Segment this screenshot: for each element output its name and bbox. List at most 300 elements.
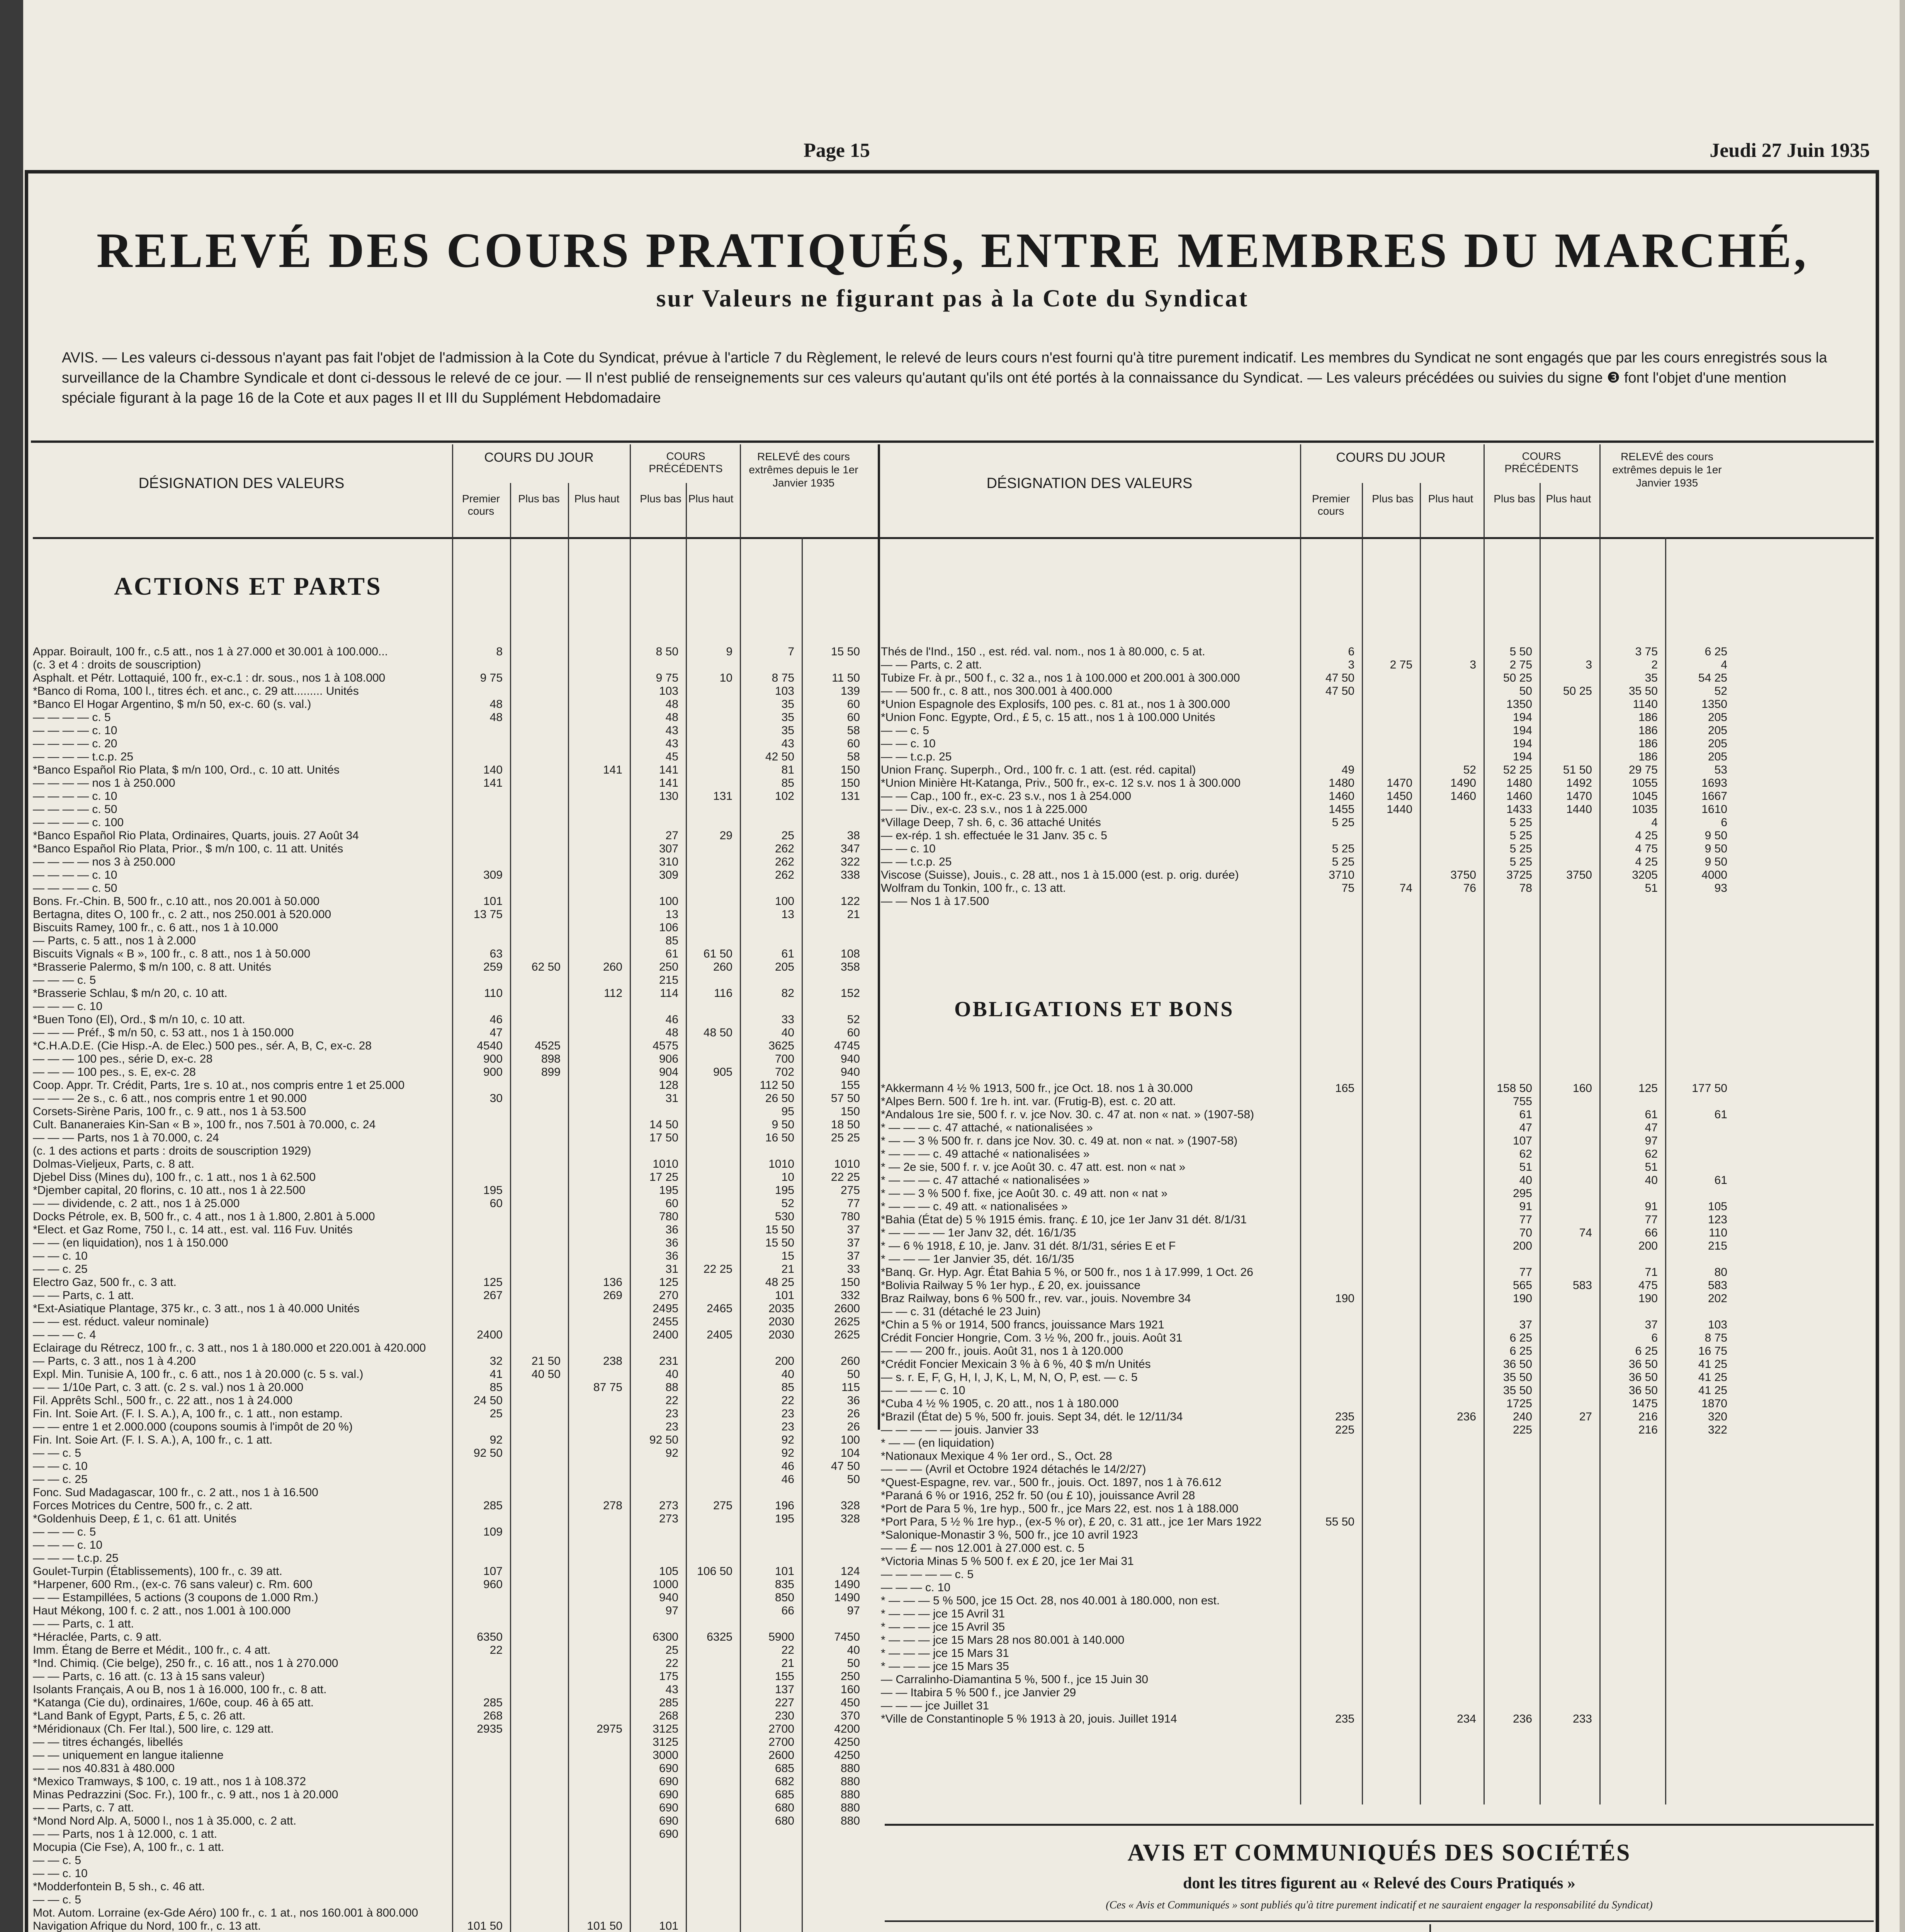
row-value: 62 50 <box>531 961 561 973</box>
avis-top-rule <box>885 1824 1874 1826</box>
row-value: 57 50 <box>831 1092 860 1105</box>
row-designation: — — — — c. 10 <box>33 869 117 881</box>
table-row <box>881 1647 1874 1660</box>
row-designation: — — c. 31 (détaché le 23 Juin) <box>881 1305 1041 1318</box>
row-value: 47 <box>1645 1121 1658 1134</box>
row-designation: — — £ — nos 12.001 à 27.000 est. c. 5 <box>881 1542 1084 1554</box>
row-value: 52 <box>847 1013 860 1026</box>
row-value: 37 <box>1645 1318 1658 1331</box>
row-value: 1470 <box>1387 777 1412 789</box>
row-designation: Haut Mékong, 100 f. c. 2 att., nos 1.001 à 100.000 <box>33 1604 291 1617</box>
row-value: 685 <box>775 1762 794 1775</box>
row-value: 4745 <box>834 1039 860 1052</box>
prec-bas-header: Plus bas <box>640 493 681 505</box>
table-row <box>881 1318 1874 1332</box>
row-value: 2455 <box>653 1315 678 1328</box>
row-value: 13 <box>665 908 678 921</box>
row-value: 50 <box>1519 685 1532 697</box>
row-designation: Eclairage du Rétrecz, 100 fr., c. 3 att., nos 1 à 180.000 et 220.001 à 420.000 <box>33 1342 426 1354</box>
row-value: 60 <box>489 1197 503 1210</box>
row-value: 61 <box>1714 1174 1727 1187</box>
table-row <box>33 1696 883 1709</box>
row-value: 275 <box>713 1499 732 1512</box>
row-value: 43 <box>781 737 794 750</box>
table-row <box>881 1082 1874 1095</box>
table-row <box>33 1906 883 1920</box>
row-designation: — — — c. 10 <box>33 1539 103 1551</box>
row-designation: Biscuits Ramey, 100 fr., c. 6 att., nos 1 à 10.000 <box>33 921 278 934</box>
row-value: 755 <box>1512 1095 1532 1108</box>
row-value: 35 50 <box>1503 1371 1532 1384</box>
row-value: 131 <box>713 790 732 803</box>
row-designation: — — Cap., 100 fr., ex-c. 23 s.v., nos 1 à 254.000 <box>881 790 1132 803</box>
row-value: 1350 <box>1506 698 1532 711</box>
row-value: 1460 <box>1506 790 1532 803</box>
row-value: 7 <box>788 645 794 658</box>
table-row <box>33 1223 883 1236</box>
row-value: 43 <box>665 1683 678 1696</box>
row-value: 36 <box>847 1394 860 1407</box>
row-value: 3125 <box>653 1723 678 1735</box>
row-value: 165 <box>1335 1082 1354 1095</box>
table-row <box>33 1486 883 1499</box>
row-designation: — Carralinho-Diamantina 5 %, 500 f., jce 15 Juin 30 <box>881 1673 1149 1686</box>
row-designation: *Banco Español Rio Plata, $ m/n 100, Ord., c. 10 att. Unités <box>33 764 340 776</box>
row-value: 6 25 <box>1704 645 1727 658</box>
table-row <box>881 1253 1874 1266</box>
table-row <box>33 974 883 987</box>
row-designation: — — — — c. 50 <box>33 882 117 895</box>
row-value: 15 50 <box>765 1223 794 1236</box>
row-value: 26 <box>847 1420 860 1433</box>
row-value: 2400 <box>477 1328 503 1341</box>
row-value: 322 <box>1708 1423 1727 1436</box>
row-value: 29 <box>719 829 732 842</box>
row-value: 7450 <box>834 1631 860 1643</box>
row-designation: (c. 1 des actions et parts : droits de souscription 1929) <box>33 1145 311 1157</box>
row-value: 1010 <box>653 1158 678 1170</box>
row-value: 16 75 <box>1698 1345 1727 1357</box>
designation-header: DÉSIGNATION DES VALEURS <box>138 475 345 492</box>
row-value: 13 75 <box>473 908 503 921</box>
right-column <box>881 444 1874 1932</box>
row-value: 310 <box>659 855 678 868</box>
row-designation: — — — c. 10 <box>33 1000 103 1013</box>
row-designation: — — c. 10 <box>881 737 936 750</box>
row-value: 205 <box>1708 737 1727 750</box>
table-row <box>33 1328 883 1342</box>
row-value: 16 50 <box>765 1131 794 1144</box>
row-value: 1035 <box>1632 803 1658 816</box>
avis-coupons-separator <box>1429 1924 1431 1932</box>
row-value: 9 50 <box>1704 842 1727 855</box>
row-value: 61 <box>1645 1108 1658 1121</box>
row-designation: Djebel Diss (Mines du), 100 fr., c. 1 att., nos 1 à 62.500 <box>33 1171 316 1184</box>
row-value: 93 <box>1714 882 1727 895</box>
row-designation: *Land Bank of Egypt, Parts, £ 5, c. 26 att. <box>33 1709 246 1722</box>
row-designation: Fin. Int. Soie Art. (F. I. S. A.), A, 100 fr., c. 1 att., non estamp. <box>33 1407 343 1420</box>
row-value: 50 <box>847 1368 860 1381</box>
row-value: 101 <box>483 895 503 908</box>
row-designation: *Union Espagnole des Explosifs, 100 pes. c. 81 at., nos 1 à 300.000 <box>881 698 1230 711</box>
row-designation: *Crédit Foncier Mexicain 3 % à 6 %, 40 $ m/n Unités <box>881 1358 1151 1371</box>
row-value: 682 <box>775 1775 794 1788</box>
table-row <box>33 1000 883 1013</box>
row-value: 702 <box>775 1066 794 1078</box>
row-value: 322 <box>840 855 860 868</box>
row-value: 141 <box>659 764 678 776</box>
row-value: 50 <box>847 1473 860 1486</box>
row-value: 260 <box>840 1355 860 1367</box>
row-value: 107 <box>483 1565 503 1578</box>
row-designation: *Banco El Hogar Argentino, $ m/n 50, ex-c. 60 (s. val.) <box>33 698 311 711</box>
row-designation: — s. r. E, F, G, H, I, J, K, L, M, N, O, P, est. — c. 5 <box>881 1371 1138 1384</box>
row-value: 250 <box>659 961 678 973</box>
row-value: 240 <box>1512 1410 1532 1423</box>
row-value: 216 <box>1638 1423 1658 1436</box>
row-designation: *Akkermann 4 ½ % 1913, 500 fr., jce Oct. 18. nos 1 à 30.000 <box>881 1082 1193 1095</box>
row-value: 155 <box>775 1670 794 1683</box>
row-designation: — — c. 25 <box>33 1263 88 1276</box>
row-value: 55 50 <box>1325 1515 1354 1528</box>
row-value: 475 <box>1638 1279 1658 1292</box>
row-value: 21 <box>781 1657 794 1670</box>
row-designation: *Salonique-Monastir 3 %, 500 fr., jce 10 avril 1923 <box>881 1529 1138 1541</box>
row-designation: — — c. 10 <box>33 1867 88 1880</box>
cours-prec-header-right: COURS PRÉCÉDENTS <box>1504 450 1579 474</box>
row-value: 58 <box>847 724 860 737</box>
row-value: 680 <box>775 1815 794 1827</box>
table-row <box>881 1174 1874 1187</box>
row-value: 77 <box>847 1197 860 1210</box>
row-value: 61 <box>781 947 794 960</box>
row-designation: * — — — — 1er Janv 32, dét. 16/1/35 <box>881 1226 1076 1239</box>
row-value: 21 <box>847 908 860 921</box>
row-designation: *Ind. Chimiq. (Cie belge), 250 fr., c. 16 att., nos 1 à 270.000 <box>33 1657 338 1670</box>
row-value: 103 <box>659 685 678 697</box>
row-value: 1433 <box>1506 803 1532 816</box>
table-row <box>881 1489 1874 1502</box>
row-designation: *Ville de Constantinople 5 % 1913 à 20, jouis. Juillet 1914 <box>881 1713 1177 1725</box>
row-value: 285 <box>659 1696 678 1709</box>
table-row <box>881 1345 1874 1358</box>
row-designation: *Union Fonc. Egypte, Ord., £ 5, c. 15 att., nos 1 à 100.000 Unités <box>881 711 1215 724</box>
row-value: 2400 <box>653 1328 678 1341</box>
row-designation: Union Franç. Superph., Ord., 100 fr. c. 1 att. (est. réd. capital) <box>881 764 1196 776</box>
row-value: 780 <box>840 1210 860 1223</box>
row-designation: Mocupia (Cie Fse), A, 100 fr., c. 1 att. <box>33 1841 224 1854</box>
table-row <box>33 803 883 816</box>
row-value: 205 <box>1708 724 1727 737</box>
table-row <box>33 1407 883 1420</box>
row-value: 1480 <box>1329 777 1354 789</box>
row-value: 190 <box>1512 1292 1532 1305</box>
row-value: 196 <box>775 1499 794 1512</box>
row-value: 51 <box>1519 1161 1532 1173</box>
row-designation: — — Parts, c. 16 att. (c. 13 à 15 sans valeur) <box>33 1670 265 1683</box>
row-value: 3125 <box>653 1736 678 1748</box>
row-designation: — — — 100 pes., série D, ex-c. 28 <box>33 1053 213 1065</box>
table-row <box>881 1686 1874 1699</box>
row-value: 3710 <box>1329 869 1354 881</box>
table-row <box>881 1134 1874 1148</box>
row-value: 1475 <box>1632 1397 1658 1410</box>
row-designation: — — c. 5 <box>881 724 930 737</box>
row-value: 62 <box>1645 1148 1658 1160</box>
row-value: 4540 <box>477 1039 503 1052</box>
row-value: 4000 <box>1701 869 1727 881</box>
table-row <box>881 1437 1874 1450</box>
row-value: 17 50 <box>649 1131 678 1144</box>
row-designation: *Port Para, 5 ½ % 1re hyp., (ex-5 % or), £ 20, c. 31 att., jce 1er Mars 1922 <box>881 1515 1262 1528</box>
row-value: 101 <box>659 1920 678 1932</box>
row-value: 46 <box>665 1013 678 1026</box>
table-row <box>33 829 883 842</box>
row-value: 267 <box>483 1289 503 1302</box>
row-designation: Docks Pétrole, ex. B, 500 fr., c. 4 att., nos 1 à 1.800, 2.801 à 5.000 <box>33 1210 375 1223</box>
row-value: 100 <box>775 895 794 908</box>
avis-title: AVIS ET COMMUNIQUÉS DES SOCIÉTÉS <box>1127 1840 1631 1866</box>
row-designation: *Banco Español Rio Plata, Ordinaires, Quarts, jouis. 27 Août 34 <box>33 829 359 842</box>
row-value: 31 <box>665 1263 678 1276</box>
row-value: 583 <box>1572 1279 1592 1292</box>
table-row <box>33 1013 883 1026</box>
table-row <box>881 895 1874 908</box>
row-value: 880 <box>840 1788 860 1801</box>
table-row <box>33 1775 883 1788</box>
row-value: 690 <box>659 1828 678 1840</box>
row-value: 102 <box>775 790 794 803</box>
table-row <box>881 1450 1874 1463</box>
row-value: 62 <box>1519 1148 1532 1160</box>
row-value: 37 <box>847 1223 860 1236</box>
row-value: 109 <box>483 1526 503 1538</box>
row-designation: — — — c. 4 <box>33 1328 96 1341</box>
row-designation: *Banco Español Rio Plata, Prior., $ m/n 100, c. 11 att. Unités <box>33 842 343 855</box>
row-value: 1490 <box>1450 777 1476 789</box>
table-row <box>33 842 883 855</box>
row-value: 690 <box>659 1788 678 1801</box>
row-designation: Corsets-Sirène Paris, 100 fr., c. 9 att., nos 1 à 53.500 <box>33 1105 306 1118</box>
releve-header-right: RELEVÉ des cours extrêmes depuis le 1er Janvier 1935 <box>1612 451 1722 489</box>
row-value: 125 <box>659 1276 678 1289</box>
row-value: 2 <box>1651 658 1658 671</box>
row-value: 195 <box>483 1184 503 1197</box>
row-value: 33 <box>781 1013 794 1026</box>
row-value: 1490 <box>834 1578 860 1591</box>
row-value: 2030 <box>768 1328 794 1341</box>
table-row <box>33 1184 883 1197</box>
row-value: 250 <box>840 1670 860 1683</box>
row-designation: *Cuba 4 ½ % 1905, c. 20 att., nos 1 à 180.000 <box>881 1397 1119 1410</box>
row-value: 4 75 <box>1635 842 1658 855</box>
row-value: 100 <box>659 895 678 908</box>
page-header <box>31 139 1878 170</box>
row-designation: — — — 100 pes., s. E, ex-c. 28 <box>33 1066 196 1078</box>
row-value: 899 <box>541 1066 561 1078</box>
table-row <box>33 908 883 921</box>
row-value: 200 <box>1638 1240 1658 1252</box>
row-value: 268 <box>483 1709 503 1722</box>
row-value: 270 <box>659 1289 678 1302</box>
row-designation: *Alpes Bern. 500 f. 1re h. int. var. (Frutig-B), est. c. 20 att. <box>881 1095 1176 1108</box>
row-designation: *Chin a 5 % or 1914, 500 francs, jouissance Mars 1921 <box>881 1318 1164 1331</box>
row-value: 1492 <box>1566 777 1592 789</box>
row-value: 262 <box>775 842 794 855</box>
row-designation: *Brazil (État de) 5 %, 500 fr. jouis. Sept 34, dét. le 12/11/34 <box>881 1410 1183 1423</box>
row-value: 1440 <box>1566 803 1592 816</box>
table-row <box>33 961 883 974</box>
row-value: 46 <box>781 1473 794 1486</box>
row-value: 92 50 <box>473 1447 503 1459</box>
row-value: 48 50 <box>703 1026 732 1039</box>
row-value: 269 <box>603 1289 622 1302</box>
row-value: 230 <box>775 1709 794 1722</box>
row-value: 225 <box>1335 1423 1354 1436</box>
row-value: 77 <box>1519 1266 1532 1279</box>
row-designation: Cult. Bananeraies Kin-San « B », 100 fr., nos 7.501 à 70.000, c. 24 <box>33 1118 376 1131</box>
table-row <box>881 658 1874 672</box>
row-value: 5 50 <box>1509 645 1532 658</box>
row-value: 77 <box>1519 1213 1532 1226</box>
row-value: 92 <box>781 1447 794 1459</box>
row-value: 150 <box>840 777 860 789</box>
row-value: 36 50 <box>1628 1384 1658 1397</box>
row-designation: — — c. 10 <box>33 1250 88 1262</box>
row-designation: — — Parts, c. 1 att. <box>33 1289 134 1302</box>
row-value: 35 <box>781 711 794 724</box>
table-row <box>33 1670 883 1683</box>
row-designation: — — — — c. 20 <box>33 737 117 750</box>
row-designation: * — — (en liquidation) <box>881 1437 994 1449</box>
row-value: 2700 <box>768 1723 794 1735</box>
row-designation: *Méridionaux (Ch. Fer Ital.), 500 lire, c. 129 att. <box>33 1723 274 1735</box>
row-designation: Expl. Min. Tunisie A, 100 fr., c. 6 att., nos 1 à 20.000 (c. 5 s. val.) <box>33 1368 364 1381</box>
row-designation: * — — — c. 47 attaché « nationalisées » <box>881 1174 1090 1187</box>
row-value: 77 <box>1645 1213 1658 1226</box>
row-value: 5 25 <box>1509 855 1532 868</box>
row-value: 137 <box>775 1683 794 1696</box>
table-row <box>33 1210 883 1223</box>
table-row <box>881 1397 1874 1410</box>
row-value: 6 25 <box>1635 1345 1658 1357</box>
row-value: 50 25 <box>1503 672 1532 684</box>
row-value: 6 25 <box>1509 1345 1532 1357</box>
avis-subtitle: dont les titres figurent au « Relevé des Cours Pratiqués » <box>1183 1874 1575 1892</box>
row-value: 92 <box>665 1447 678 1459</box>
row-value: 940 <box>840 1066 860 1078</box>
row-designation: — — (en liquidation), nos 1 à 150.000 <box>33 1236 228 1249</box>
table-row <box>33 1539 883 1552</box>
table-row <box>881 1226 1874 1240</box>
row-designation: — — c. 5 <box>33 1854 82 1867</box>
row-value: 125 <box>483 1276 503 1289</box>
row-designation: * — — 3 % 500 fr. r. dans jce Nov. 30. c. 49 at. non « nat. » (1907-58) <box>881 1134 1238 1147</box>
row-designation: Biscuits Vignals « B », 100 fr., c. 8 att., nos 1 à 50.000 <box>33 947 311 960</box>
row-value: 92 <box>489 1434 503 1446</box>
table-row <box>33 1841 883 1854</box>
row-designation: * — — — c. 47 attaché, « nationalisées » <box>881 1121 1093 1134</box>
row-value: 1693 <box>1701 777 1727 789</box>
row-designation: *Nationaux Mexique 4 % 1er ord., S., Oct. 28 <box>881 1450 1112 1463</box>
row-value: 6 <box>1721 816 1727 829</box>
table-row <box>881 1305 1874 1318</box>
row-value: 51 <box>1645 1161 1658 1173</box>
row-value: 26 <box>847 1407 860 1420</box>
table-row <box>33 1749 883 1762</box>
row-value: 35 <box>1645 672 1658 684</box>
row-value: 5900 <box>768 1631 794 1643</box>
table-row <box>881 672 1874 685</box>
row-value: 236 <box>1512 1713 1532 1725</box>
row-value: 5 25 <box>1509 842 1532 855</box>
table-row <box>33 934 883 947</box>
table-row <box>881 1621 1874 1634</box>
row-value: 4575 <box>653 1039 678 1052</box>
right-rows-actions <box>881 645 1874 908</box>
row-value: 6325 <box>707 1631 732 1643</box>
row-value: 2 75 <box>1390 658 1412 671</box>
row-value: 2 75 <box>1509 658 1532 671</box>
row-designation: *Union Minière Ht-Katanga, Priv., 500 fr., ex-c. 12 s.v. nos 1 à 300.000 <box>881 777 1241 789</box>
row-value: 680 <box>775 1801 794 1814</box>
row-value: 106 50 <box>697 1565 732 1578</box>
row-value: 328 <box>840 1499 860 1512</box>
row-value: 48 <box>665 1026 678 1039</box>
row-value: 53 <box>1714 764 1727 776</box>
row-designation: Braz Railway, bons 6 % 500 fr., rev. var., jouis. Novembre 34 <box>881 1292 1191 1305</box>
row-value: 82 <box>781 987 794 1000</box>
premier-header-right: Premier cours <box>1312 493 1350 517</box>
table-row <box>33 1447 883 1460</box>
row-value: 122 <box>840 895 860 908</box>
row-value: 4525 <box>535 1039 561 1052</box>
table-row <box>881 1358 1874 1371</box>
row-value: 24 50 <box>473 1394 503 1407</box>
table-row <box>33 1236 883 1250</box>
table-row <box>33 750 883 764</box>
avis-note: (Ces « Avis et Communiqués » sont publiés qu'à titre purement indicatif et ne sauraient engager la responsabilité du Syndicat) <box>1106 1899 1653 1911</box>
row-value: 278 <box>603 1499 622 1512</box>
row-value: 215 <box>1708 1240 1727 1252</box>
row-value: 85 <box>781 777 794 789</box>
row-value: 880 <box>840 1762 860 1775</box>
row-value: 8 75 <box>772 672 794 684</box>
row-value: 128 <box>659 1079 678 1092</box>
row-value: 41 25 <box>1698 1371 1727 1384</box>
table-row <box>33 645 883 658</box>
row-value: 103 <box>1708 1318 1727 1331</box>
row-designation: — — — — nos 3 à 250.000 <box>33 855 175 868</box>
row-value: 8 75 <box>1704 1332 1727 1344</box>
row-designation: — — — — nos 1 à 250.000 <box>33 777 175 789</box>
row-designation: — — est. réduct. valeur nominale) <box>33 1315 209 1328</box>
table-row <box>881 1568 1874 1581</box>
table-row <box>33 1762 883 1775</box>
row-value: 50 25 <box>1563 685 1592 697</box>
row-value: 22 25 <box>831 1171 860 1184</box>
row-designation: — — — jce Juillet 31 <box>881 1699 989 1712</box>
row-value: 38 <box>847 829 860 842</box>
row-value: 92 <box>781 1434 794 1446</box>
row-value: 21 <box>781 1263 794 1276</box>
table-row <box>33 1039 883 1053</box>
table-row <box>33 1723 883 1736</box>
row-value: 80 <box>1714 1266 1727 1279</box>
row-value: 35 50 <box>1503 1384 1532 1397</box>
row-value: 1460 <box>1329 790 1354 803</box>
table-row <box>881 803 1874 816</box>
